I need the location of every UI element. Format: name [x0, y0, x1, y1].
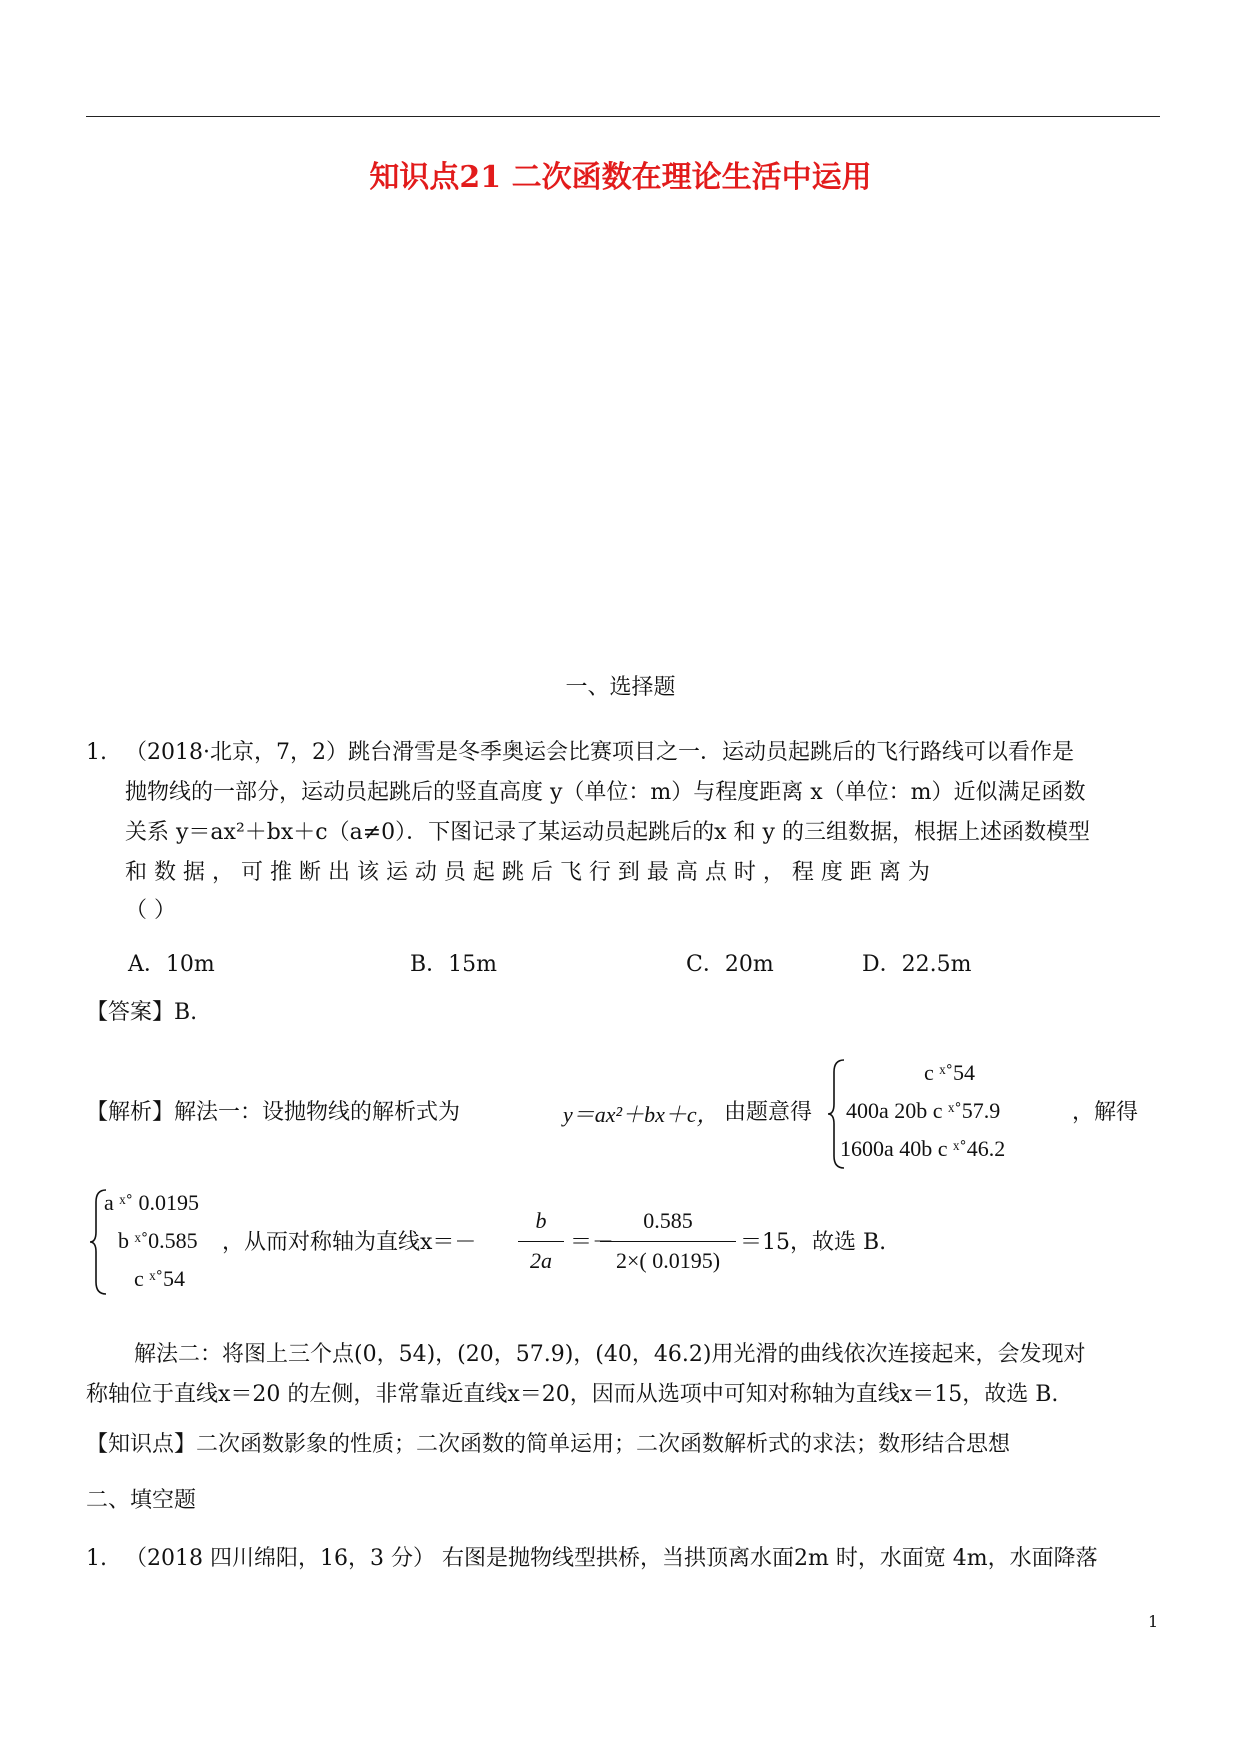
page-title: 知识点21 二次函数在理论生活中运用	[369, 160, 872, 195]
method2-line: 称轴位于直线x＝20 的左侧，非常靠近直线x＝20，因而从选项中可知对称轴为直线x＝15，故选 B.	[86, 1382, 1059, 1407]
analysis-suffix: ，解得	[1072, 1100, 1139, 1125]
analysis-prefix: 【解析】解法一：设抛物线的解析式为	[86, 1100, 461, 1125]
question-line: 和 数 据 ， 可 推 断 出 该 运 动 员 起 跳 后 飞 行 到 最 高 点 时 ， 程 度 距 离 为	[125, 860, 930, 885]
system-eq-1: c ˣ˚54	[924, 1060, 975, 1085]
method2-line: 解法二：将图上三个点(0，54)，(20，57.9)，(40，46.2)用光滑的曲线依次连接起来，会发现对	[134, 1342, 1086, 1367]
system-eq-2: 400a 20b c ˣ˚57.9	[846, 1098, 1001, 1123]
fraction-numerator: b	[535, 1208, 547, 1233]
fraction-bar	[600, 1241, 736, 1242]
question-line: 抛物线的一部分，运动员起跳后的竖直高度 y（单位：m）与程度距离 x（单位：m）近似满足函数	[125, 780, 1086, 805]
header-rule	[86, 116, 1160, 117]
question-line: （2018·北京，7，2）跳台滑雪是冬季奥运会比赛项目之一．运动员起跳后的飞行路线可以看作是	[125, 740, 1074, 765]
solution-c: c ˣ˚54	[134, 1266, 185, 1291]
page-number: 1	[1148, 1612, 1159, 1631]
option-c: C．20m	[686, 952, 774, 977]
axis-text: ，从而对称轴为直线x＝－	[222, 1230, 477, 1255]
fraction-bar	[518, 1241, 564, 1242]
question-line: （ ）	[125, 898, 176, 923]
question-line: 关系 y＝ax²＋bx＋c（a≠0）．下图记录了某运动员起跳后的x 和 y 的三组数据，根据上述函数模型	[125, 820, 1090, 845]
fraction-denominator: 2×( 0.0195)	[615, 1248, 721, 1273]
analysis-mid: 由题意得	[724, 1100, 813, 1125]
system-eq-3: 1600a 40b c ˣ˚46.2	[840, 1136, 1006, 1161]
fraction-numerator: 0.585	[643, 1208, 693, 1233]
question-number: 1.	[86, 740, 107, 765]
question-line: （2018 四川绵阳，16，3 分） 右图是抛物线型拱桥，当拱顶离水面2m 时，水面宽 4m，水面降落	[125, 1546, 1098, 1571]
section-heading-choice: 一、选择题	[565, 675, 676, 700]
equals-minus: ＝－	[570, 1230, 615, 1255]
knowledge-points: 【知识点】二次函数影象的性质；二次函数的简单运用；二次函数解析式的求法；数形结合思想	[86, 1432, 1011, 1457]
option-d: D．22.5m	[862, 952, 972, 977]
option-b: B．15m	[410, 952, 498, 977]
analysis-formula: y＝ax²＋bx＋c，	[563, 1102, 719, 1127]
option-a: A．10m	[128, 952, 215, 977]
result-text: ＝15，故选 B.	[740, 1230, 887, 1255]
solution-b: b ˣ˚0.585	[118, 1228, 198, 1253]
solution-a: a ˣ˚ 0.0195	[104, 1190, 199, 1215]
question-number: 1.	[86, 1546, 107, 1571]
section-heading-fill: 二、填空题	[86, 1488, 197, 1513]
fraction-denominator: 2a	[530, 1248, 552, 1273]
answer: 【答案】B.	[86, 1000, 198, 1025]
